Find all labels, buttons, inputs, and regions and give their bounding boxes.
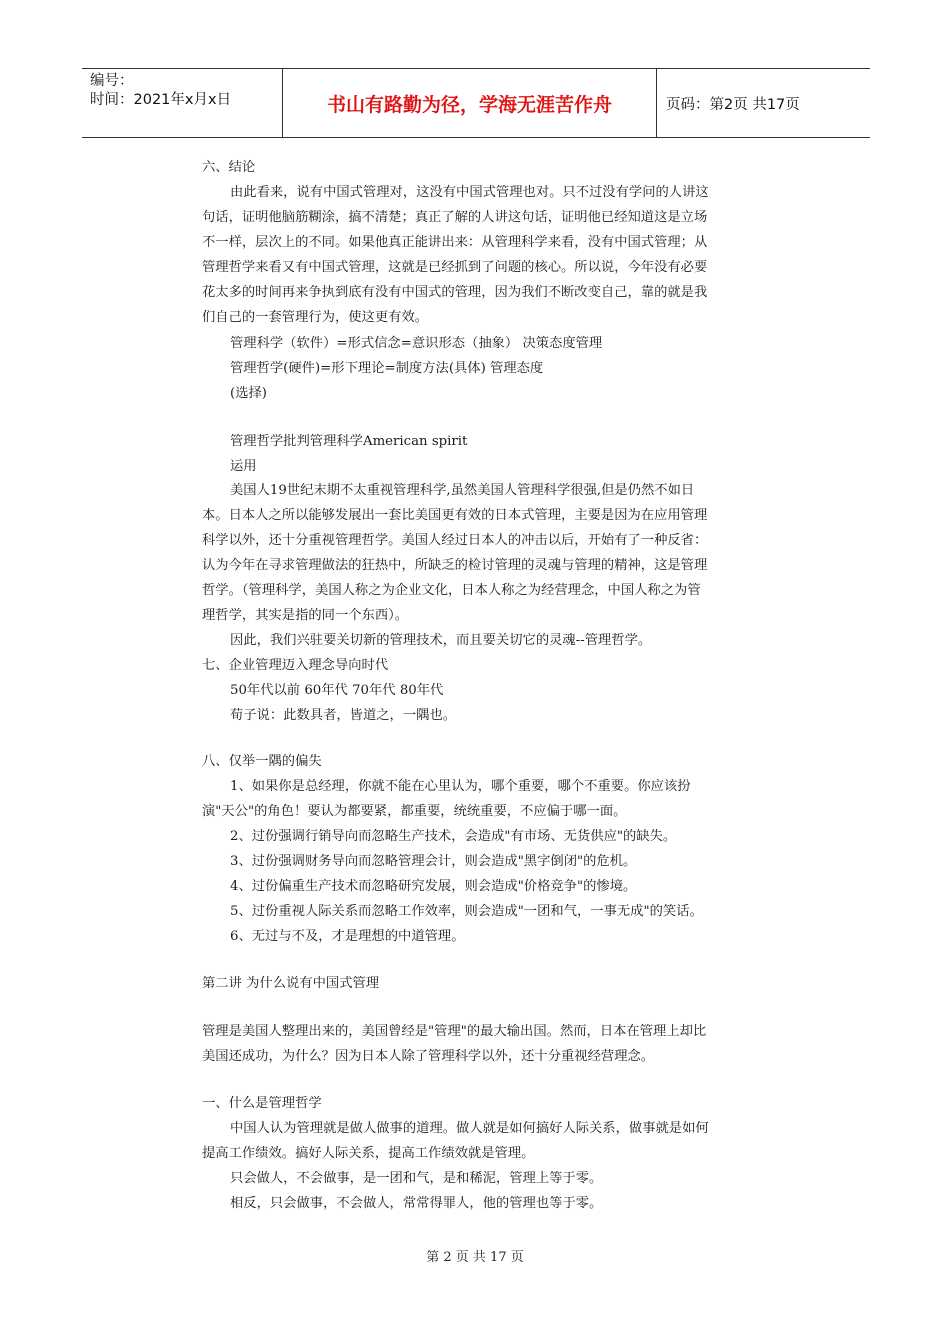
page-footer: 第 2 页 共 17 页: [426, 1250, 524, 1265]
paragraph-line: 荀子说：此数具者，皆道之，一隅也。: [230, 708, 457, 723]
paragraph-line: 运用: [230, 459, 257, 474]
header-motto: 书山有路勤为径，学海无涯苦作舟: [282, 69, 657, 137]
paragraph-line: 只会做人，不会做事，是一团和气，是和稀泥，管理上等于零。: [230, 1171, 603, 1186]
formula-line: 管理科学（软件）=形式信念=意识形态（抽象） 决策态度管理: [230, 336, 603, 351]
paragraph-line: 们自己的一套管理行为，使这更有效。: [202, 310, 429, 325]
lecture-title: 第二讲 为什么说有中国式管理: [202, 976, 380, 991]
date-label: 时间：2021年x月x日: [90, 92, 232, 108]
heading-conclusion: 六、结论: [202, 160, 256, 175]
paragraph-line: 中国人认为管理就是做人做事的道理。做人就是如何搞好人际关系，做事就是如何: [230, 1121, 709, 1136]
page-header: [82, 68, 870, 138]
list-item: 5、过份重视人际关系而忽略工作效率，则会造成"一团和气，一事无成"的笑话。: [230, 904, 703, 919]
paragraph-line: 美国人19世纪末期不太重视管理科学,虽然美国人管理科学很强,但是仍然不如日: [230, 483, 695, 498]
paragraph-line: 由此看来，说有中国式管理对，这没有中国式管理也对。只不过没有学问的人讲这: [230, 185, 709, 200]
paragraph-line: 管理哲学来看又有中国式管理，这就是已经抓到了问题的核心。所以说，今年没有必要: [202, 260, 708, 275]
paragraph-line: 提高工作绩效。搞好人际关系，提高工作绩效就是管理。: [202, 1146, 535, 1161]
paragraph-line: 理哲学，其实是指的同一个东西）。: [202, 608, 409, 623]
paragraph-line: 相反，只会做事，不会做人，常常得罪人，他的管理也等于零。: [230, 1196, 603, 1211]
paragraph-line: 不一样，层次上的不同。如果他真正能讲出来：从管理科学来看，没有中国式管理；从: [202, 235, 708, 250]
list-item: 2、过份强调行销导向而忽略生产技术，会造成"有市场、无货供应"的缺失。: [230, 829, 677, 844]
formula-line: 管理哲学(硬件)=形下理论=制度方法(具体) 管理态度: [230, 361, 544, 376]
paragraph-line: 哲学。（管理科学，美国人称之为企业文化，日本人称之为经营理念，中国人称之为管: [202, 583, 701, 598]
paragraph-line: 花太多的时间再来争执到底有没有中国式的管理，因为我们不断改变自己，靠的就是我: [202, 285, 708, 300]
paragraph-line: 本。日本人之所以能够发展出一套比美国更有效的日本式管理，主要是因为在应用管理: [202, 508, 708, 523]
paragraph-line: 因此，我们兴驻要关切新的管理技术，而且要关切它的灵魂--管理哲学。: [230, 633, 652, 648]
list-item: 6、无过与不及，才是理想的中道管理。: [230, 929, 465, 944]
list-item: 4、过份偏重生产技术而忽略研究发展，则会造成"价格竞争"的惨境。: [230, 879, 637, 894]
paragraph-line: 美国还成功，为什么？因为日本人除了管理科学以外，还十分重视经营理念。: [202, 1049, 655, 1064]
header-page-info: 页码：第2页 共17页: [666, 96, 800, 113]
heading-section-8: 八、仅举一隅的偏失: [202, 754, 322, 769]
paragraph-line: 句话，证明他脑筋糊涂，搞不清楚；真正了解的人讲这句话，证明他已经知道这是立场: [202, 210, 708, 225]
paragraph-line: 科学以外，还十分重视管理哲学。美国人经过日本人的冲击以后，开始有了一种反省：: [202, 533, 708, 548]
list-item: 1、如果你是总经理，你就不能在心里认为，哪个重要，哪个不重要。你应该扮: [230, 779, 691, 794]
number-label: 编号：: [90, 73, 134, 89]
header-meta: [82, 69, 282, 137]
list-item: 3、过份强调财务导向而忽略管理会计，则会造成"黑字倒闭"的危机。: [230, 854, 637, 869]
paragraph-line: 管理是美国人整理出来的，美国曾经是"管理"的最大输出国。然而，日本在管理上却比: [202, 1024, 707, 1039]
paragraph-line: 认为今年在寻求管理做法的狂热中，所缺乏的检讨管理的灵魂与管理的精神，这是管理: [202, 558, 708, 573]
list-item: 演"天公"的角色！要认为都要紧，都重要，统统重要，不应偏于哪一面。: [202, 804, 627, 819]
formula-note: (选择): [230, 386, 267, 401]
heading-section-7: 七、企业管理迈入理念导向时代: [202, 658, 389, 673]
paragraph-line: 管理哲学批判管理科学American spirit: [230, 434, 468, 449]
paragraph-line: 50年代以前 60年代 70年代 80年代: [230, 683, 444, 698]
heading-section-1: 一、什么是管理哲学: [202, 1096, 322, 1111]
